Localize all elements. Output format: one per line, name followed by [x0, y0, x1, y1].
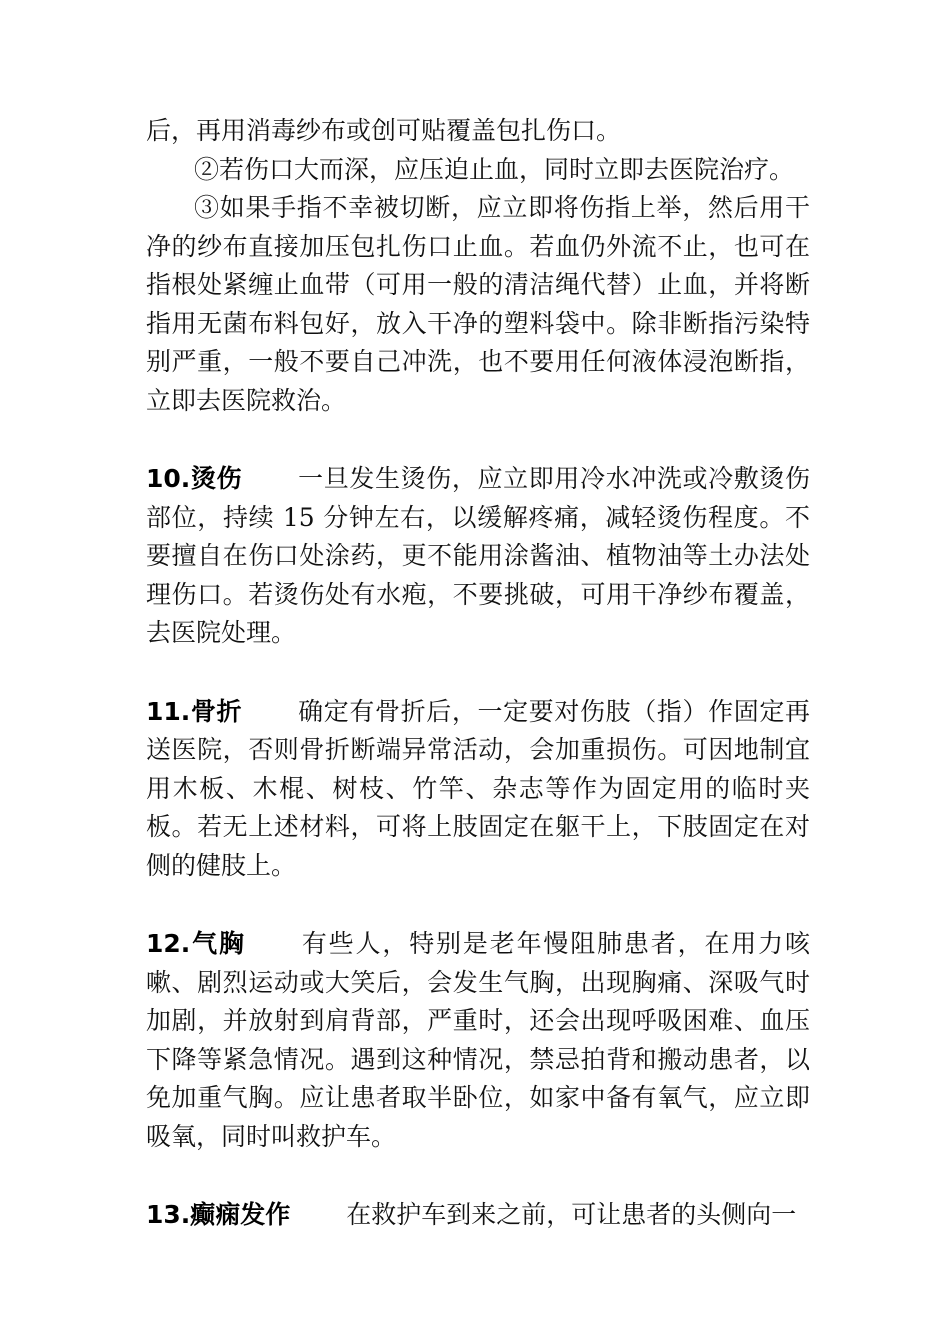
- section-gap: [146, 653, 810, 693]
- section-heading-epilepsy: 13.癫痫发作: [146, 1200, 291, 1229]
- section-body-burn: 一旦发生烫伤，应立即用冷水冲洗或冷敷烫伤部位，持续 15 分钟左右，以缓解疼痛，减轻烫伤程度。不要擅自在伤口处涂药，更不能用涂酱油、植物油等土办法处理伤口。若烫伤处有水疱，不要挑破，可用干净纱布覆盖，去医院处理。: [146, 464, 810, 647]
- paragraph-item-2: ②若伤口大而深，应压迫止血，同时立即去医院治疗。: [194, 154, 795, 184]
- section-fracture: [146, 693, 810, 886]
- section-body-epilepsy: 在救护车到来之前，可让患者的头侧向一: [346, 1200, 797, 1229]
- section-heading-pneumothorax: 12.气胸: [146, 929, 246, 958]
- section-gap: [146, 420, 810, 460]
- section-pneumothorax: [146, 925, 810, 1156]
- section-burn: [146, 460, 810, 653]
- section-body-pneumothorax: 有些人，特别是老年慢阻肺患者，在用力咳嗽、剧烈运动或大笑后，会发生气胸，出现胸痛、深吸气时加剧，并放射到肩背部，严重时，还会出现呼吸困难、血压下降等紧急情况。遇到这种情况，禁忌拍背和搬动患者，以免加重气胸。应让患者取半卧位，如家中备有氧气，应立即吸氧，同时叫救护车。: [146, 929, 810, 1151]
- section-epilepsy: [146, 1196, 810, 1235]
- section-heading-fracture: 11.骨折: [146, 696, 243, 726]
- paragraph-item-3: ③如果手指不幸被切断，应立即将伤指上举，然后用干净的纱布直接加压包扎伤口止血。若血仍外流不止，也可在指根处紧缠止血带（可用一般的清洁绳代替）止血，并将断指用无菌布料包好，放入干净的塑料袋中。除非断指污染特别严重，一般不要自己冲洗，也不要用任何液体浸泡断指，立即去医院救治。: [146, 193, 810, 415]
- paragraph-continuation: 后，再用消毒纱布或创可贴覆盖包扎伤口。: [146, 116, 622, 145]
- document-body: [146, 112, 810, 1235]
- section-gap: [146, 885, 810, 925]
- section-heading-burn: 10.烫伤: [146, 464, 243, 493]
- section-gap: [146, 1156, 810, 1196]
- section-body-fracture: 确定有骨折后，一定要对伤肢（指）作固定再送医院，否则骨折断端异常活动，会加重损伤。可因地制宜用木板、木棍、树枝、竹竿、杂志等作为固定用的临时夹板。若无上述材料，可将上肢固定在躯干上，下肢固定在对侧的健肢上。: [146, 696, 810, 880]
